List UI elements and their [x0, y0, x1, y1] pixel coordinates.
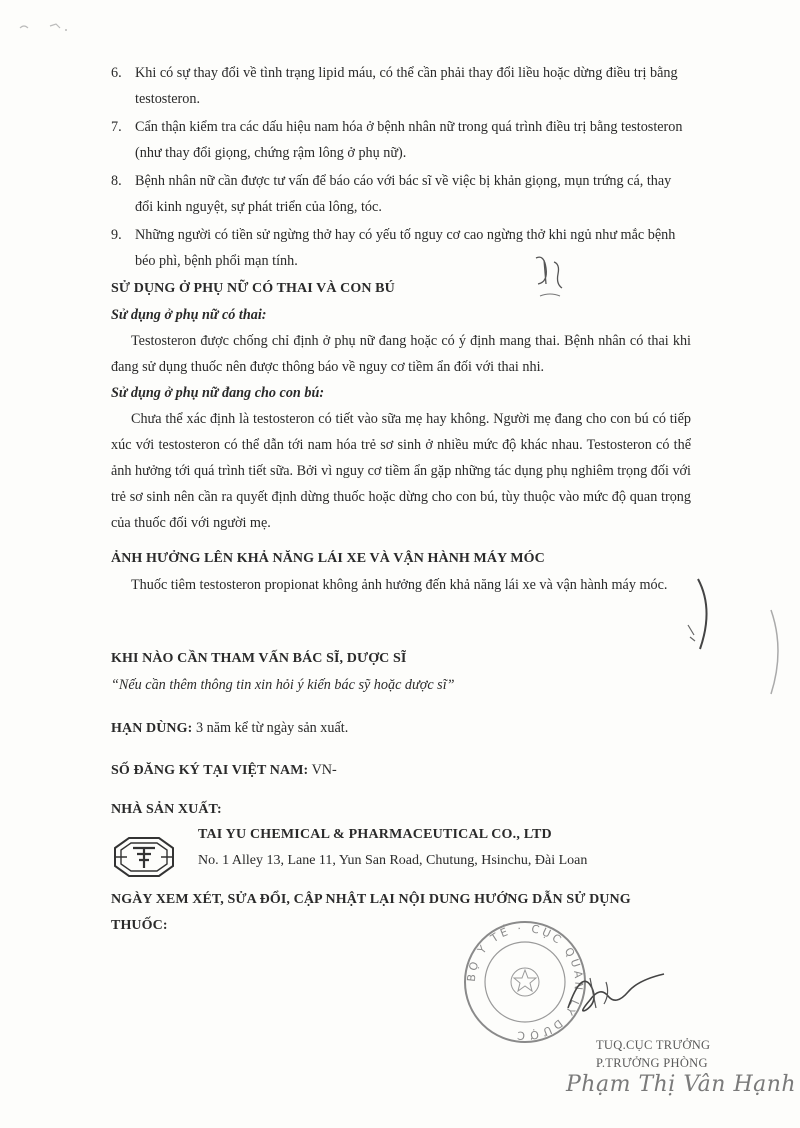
registration-value: VN-: [311, 762, 337, 778]
signer-title: [596, 1036, 710, 1072]
pregnant-paragraph: Testosteron được chống chỉ định ở phụ nữ đang hoặc có ý định mang thai. Bệnh nhân có thai khi đang sử dụng thuốc nên được thông báo về nguy cơ tiềm ẩn đối với thai nhi.: [111, 333, 691, 375]
pregnant-subheading: Sử dụng ở phụ nữ có thai:: [111, 307, 267, 323]
list-number: 8.: [111, 173, 122, 189]
manufacturer-address: No. 1 Alley 13, Lane 11, Yun San Road, Chutung, Hsinchu, Đài Loan: [198, 853, 588, 868]
registration-label: SỐ ĐĂNG KÝ TẠI VIỆT NAM:: [111, 763, 309, 778]
list-item: [111, 114, 691, 166]
page-edge-mark-icon: [755, 600, 795, 700]
expiry-line: [111, 715, 691, 742]
manufacturer-label: NHÀ SẢN XUẤT:: [111, 802, 222, 817]
list-item: [111, 168, 691, 220]
pregnancy-heading: SỬ DỤNG Ở PHỤ NỮ CÓ THAI VÀ CON BÚ: [111, 281, 395, 296]
list-item: [111, 60, 691, 112]
registration-line: [111, 757, 691, 784]
consult-text: “Nếu cần thêm thông tin xin hỏi ý kiến bác sỹ hoặc dược sĩ”: [111, 677, 455, 693]
manufacturer-info: [198, 822, 587, 874]
list-text: Những người có tiền sử ngừng thở hay có yếu tố nguy cơ cao ngừng thở khi ngủ như mắc bệnh béo phì, bệnh phổi mạn tính.: [135, 227, 676, 269]
list-text: Bệnh nhân nữ cần được tư vấn để báo cáo với bác sĩ về việc bị khản giọng, mụn trứng cá, thay đổi kinh nguyệt, sự phát triển của lông, tóc.: [135, 173, 672, 215]
stamp-text: BỘ Y TẾ · CỤC QUẢN LÝ DƯỢC: [464, 921, 586, 1043]
list-text: Cẩn thận kiểm tra các dấu hiệu nam hóa ở bệnh nhân nữ trong quá trình điều trị bằng testosteron (như thay đổi giọng, chứng rậm lông ở phụ nữ).: [135, 119, 683, 161]
pregnancy-section: [111, 276, 691, 536]
precautions-list: [111, 60, 691, 276]
review-section: [111, 887, 691, 939]
driving-paragraph: Thuốc tiêm testosteron propionat không ảnh hưởng đến khả năng lái xe và vận hành máy móc.: [131, 577, 668, 593]
list-text: Khi có sự thay đổi về tình trạng lipid máu, có thể cần phải thay đổi liều hoặc dừng điều trị bằng testosteron.: [135, 65, 678, 107]
scan-artifact-icon: [14, 18, 74, 38]
nursing-subheading: Sử dụng ở phụ nữ đang cho con bú:: [111, 385, 325, 401]
nursing-paragraph: Chưa thể xác định là testosteron có tiết vào sữa mẹ hay không. Người mẹ đang cho con bú có tiếp xúc với testosteron có thể dẫn tới nam hóa trẻ sơ sinh ở nhiều mức độ khác nhau. Testosteron có thể ảnh hưởng tới quá trình tiết sữa. Bởi vì nguy cơ tiềm ẩn gặp những tác dụng phụ nghiêm trọng đối với trẻ sơ sinh nên cần ra quyết định dừng thuốc hoặc dừng cho con bú, tùy thuộc vào mức độ quan trọng của thuốc đối với người mẹ.: [111, 411, 691, 531]
list-number: 6.: [111, 65, 122, 81]
consult-section: [111, 646, 691, 698]
manufacturer-name: TAI YU CHEMICAL & PHARMACEUTICAL CO., LTD: [198, 827, 552, 842]
signer-title-line1: TUQ.CỤC TRƯỞNG: [596, 1038, 711, 1052]
signer-title-line2: P.TRƯỞNG PHÒNG: [596, 1056, 708, 1070]
consult-heading: KHI NÀO CẦN THAM VẤN BÁC SĨ, DƯỢC SĨ: [111, 651, 407, 666]
expiry-label: HẠN DÙNG:: [111, 721, 193, 736]
expiry-value: 3 năm kể từ ngày sản xuất.: [195, 720, 349, 736]
manufacturer-label-block: [111, 797, 691, 823]
driving-heading: ẢNH HƯỞNG LÊN KHẢ NĂNG LÁI XE VÀ VẬN HÀNH MÁY MÓC: [111, 551, 545, 566]
list-number: 7.: [111, 119, 122, 135]
signature-icon: [560, 958, 670, 1028]
list-item: [111, 222, 691, 274]
driving-section: [111, 546, 691, 598]
signer-name: Phạm Thị Vân Hạnh: [566, 1072, 797, 1097]
review-heading-line1: NGÀY XEM XÉT, SỬA ĐỔI, CẬP NHẬT LẠI NỘI DUNG HƯỚNG DẪN SỬ DỤNG: [111, 892, 631, 907]
company-logo-icon: [111, 834, 177, 880]
review-heading-line2: THUỐC:: [111, 918, 168, 933]
list-number: 9.: [111, 227, 122, 243]
